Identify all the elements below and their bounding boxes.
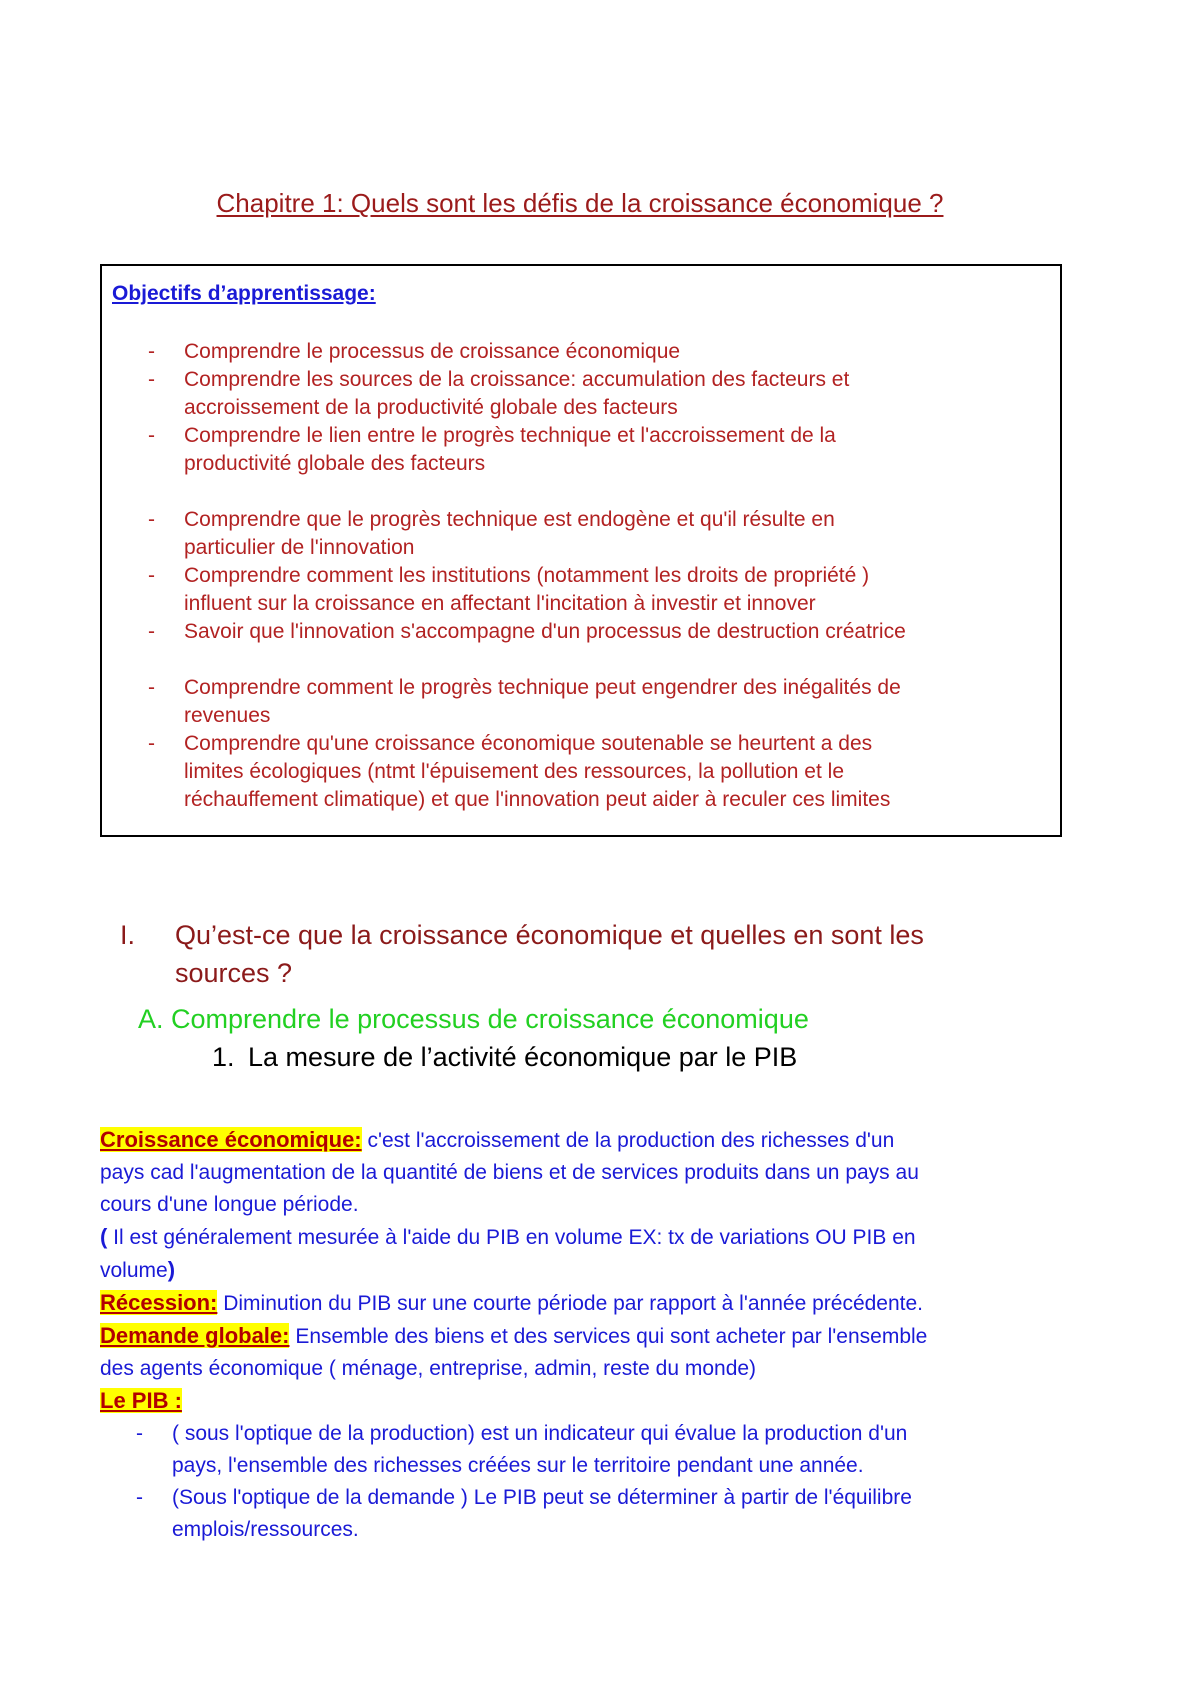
section-title-line: sources ? <box>175 958 293 988</box>
objective-item <box>102 506 1064 562</box>
objective-text: revenues <box>184 704 271 727</box>
dash-bullet: - <box>148 564 155 587</box>
objective-item <box>102 422 1064 478</box>
objective-text: productivité globale des facteurs <box>184 452 486 475</box>
objective-text: Comprendre les sources de la croissance: accumulation des facteurs et <box>184 368 850 391</box>
definitions-block <box>100 1124 1060 1546</box>
objective-text: Comprendre le lien entre le progrès technique et l'accroissement de la <box>184 424 836 447</box>
definition-note <box>100 1221 1060 1254</box>
section-number: I. <box>120 920 136 950</box>
definition-text: pays cad l'augmentation de la quantité de biens et de services produits dans un pays au <box>100 1161 919 1184</box>
note-text: Il est généralement mesurée à l'aide du PIB en volume EX: tx de variations OU PIB en <box>107 1226 916 1249</box>
subsection-number: 1. <box>212 1042 235 1072</box>
objective-item <box>102 366 1064 422</box>
paren-close: ) <box>167 1257 176 1282</box>
dash-bullet: - <box>148 368 155 391</box>
term-pib: Le PIB : <box>100 1388 182 1413</box>
objectives-list <box>102 338 1064 814</box>
chapter-title: Chapitre 1: Quels sont les défis de la croissance économique ? <box>216 188 944 218</box>
pib-text: emplois/ressources. <box>172 1518 359 1541</box>
subsection-heading-1 <box>212 1042 797 1073</box>
note-text: volume <box>100 1259 168 1282</box>
definition-text: Ensemble des biens et des services qui sont acheter par l'ensemble <box>289 1325 928 1348</box>
definition-text: Diminution du PIB sur une courte période par rapport à l'année précédente. <box>217 1292 924 1315</box>
pib-text: ( sous l'optique de la production) est un indicateur qui évalue la production d'un <box>172 1422 908 1445</box>
section-heading-1 <box>120 916 1050 992</box>
dash-bullet: - <box>148 508 155 531</box>
objective-text: Comprendre le processus de croissance économique <box>184 340 681 363</box>
definition-croissance <box>100 1124 1060 1157</box>
dash-bullet: - <box>136 1486 143 1509</box>
subsection-heading-a: A. Comprendre le processus de croissance économique <box>138 1004 809 1034</box>
definition-demande <box>100 1320 1060 1353</box>
dash-bullet: - <box>148 340 155 363</box>
dash-bullet: - <box>148 424 155 447</box>
definition-text: cours d'une longue période. <box>100 1193 359 1216</box>
objectives-heading: Objectifs d’apprentissage: <box>112 282 376 305</box>
objective-text: Comprendre comment les institutions (notamment les droits de propriété ) <box>184 564 870 587</box>
objective-text: réchauffement climatique) et que l'innovation peut aider à reculer ces limites <box>184 788 891 811</box>
objective-item <box>102 674 1064 730</box>
objective-text: Comprendre comment le progrès technique peut engendrer des inégalités de <box>184 676 901 699</box>
objective-item <box>102 618 1064 646</box>
objective-text: Comprendre qu'une croissance économique soutenable se heurtent a des <box>184 732 873 755</box>
subsection-title: La mesure de l’activité économique par le PIB <box>248 1042 798 1072</box>
pib-list <box>100 1418 1060 1546</box>
objective-text: Comprendre que le progrès technique est endogène et qu'il résulte en <box>184 508 835 531</box>
objective-text: influent sur la croissance en affectant l'incitation à investir et innover <box>184 592 816 615</box>
pib-text: pays, l'ensemble des richesses créées sur le territoire pendant une année. <box>172 1454 864 1477</box>
objective-text: particulier de l'innovation <box>184 536 415 559</box>
objectives-box <box>100 264 1062 837</box>
definition-pib <box>100 1385 1060 1418</box>
objective-text: limites écologiques (ntmt l'épuisement des ressources, la pollution et le <box>184 760 845 783</box>
dash-bullet: - <box>148 620 155 643</box>
term-demande: Demande globale: <box>100 1323 290 1348</box>
term-recession: Récession: <box>100 1290 218 1315</box>
objective-item <box>102 562 1064 618</box>
objective-text: Savoir que l'innovation s'accompagne d'un processus de destruction créatrice <box>184 620 906 643</box>
dash-bullet: - <box>148 732 155 755</box>
dash-bullet: - <box>148 676 155 699</box>
definition-recession <box>100 1287 1060 1320</box>
pib-item <box>100 1418 1060 1482</box>
pib-item <box>100 1482 1060 1546</box>
definition-text: des agents économique ( ménage, entreprise, admin, reste du monde) <box>100 1357 757 1380</box>
paren-open: ( <box>100 1224 108 1249</box>
definition-note <box>100 1254 1060 1287</box>
objective-item <box>102 338 1064 366</box>
term-croissance: Croissance économique: <box>100 1127 362 1152</box>
definition-text: c'est l'accroissement de la production des richesses d'un <box>361 1129 895 1152</box>
objective-text: accroissement de la productivité globale des facteurs <box>184 396 678 419</box>
pib-text: (Sous l'optique de la demande ) Le PIB peut se déterminer à partir de l'équilibre <box>172 1486 912 1509</box>
dash-bullet: - <box>136 1422 143 1445</box>
objective-item <box>102 730 1064 814</box>
section-title-line: Qu’est-ce que la croissance économique et quelles en sont les <box>175 920 924 950</box>
